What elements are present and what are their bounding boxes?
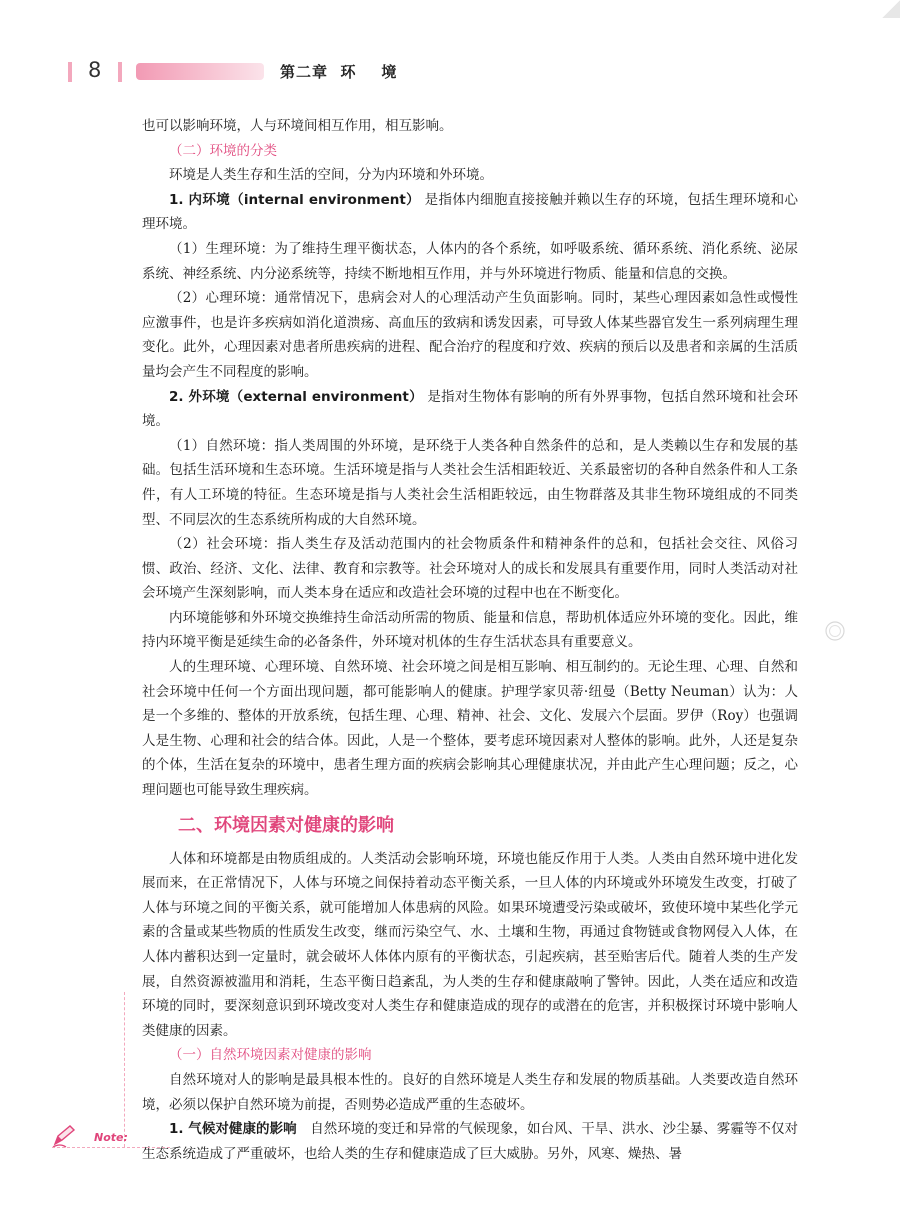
paragraph-text: 是指体内细胞直接接触并赖以生存的环境，包括生理环境和心理环境。: [142, 191, 798, 233]
page-number: 8: [88, 58, 102, 82]
paragraph-text: 自然环境的变迁和异常的气候现象，如台风、干旱、洪水、沙尘暴、雾霾等不仅对生态系统造成了严重破坏，也给人类的生存和健康造成了巨大威胁。另外，风寒、燥热、暑: [142, 1121, 798, 1162]
body-text: [142, 114, 798, 1166]
paragraph: （2）社会环境：指人类生存及活动范围内的社会物质条件和精神条件的总和，包括社会交往、风俗习惯、政治、经济、文化、法律、教育和宗教等。社会环境对人的成长和发展具有重要作用，同时人类活动对社会环境产生深刻影响，而人类本身在适应和改造社会环境的过程中也在不断变化。: [142, 536, 798, 602]
paragraph: 自然环境对人的影响是最具根本性的。良好的自然环境是人类生存和发展的物质基础。人类要改造自然环境，必须以保护自然环境为前提，否则势必造成严重的生态破坏。: [142, 1071, 798, 1113]
paragraph: （1）生理环境：为了维持生理平衡状态，人体内的各个系统，如呼吸系统、循环系统、消化系统、泌尿系统、神经系统、内分泌系统等，持续不断地相互作用，并与外环境进行物质、能量和信息的交换。: [142, 240, 798, 282]
section-heading: 二、环境因素对健康的影响: [178, 814, 394, 836]
pen-icon: [50, 1122, 78, 1150]
paragraph: [142, 1117, 798, 1166]
page-header: [68, 60, 848, 84]
paragraph: [142, 385, 798, 434]
paragraph: 人的生理环境、心理环境、自然环境、社会环境之间是相互影响、相互制约的。无论生理、心理、自然和社会环境中任何一个方面出现问题，都可能影响人的健康。护理学家贝蒂·纽曼（Betty Neuman）认为：人是一个多维的、整体的开放系统，包括生理、心理、精神、社会、文化、发展六个层面。罗伊（Roy）也强调人是生物、心理和社会的结合体。因此，人是一个整体，要考虑环境因素对人整体的影响。此外，人还是复杂的个体，生活在复杂的环境中，患者生理方面的疾病会影响其心理健康状况，并由此产生心理问题；反之，心理问题也可能导致生理疾病。: [142, 659, 798, 799]
header-pill-decoration: [136, 63, 264, 80]
paragraph: [142, 188, 798, 237]
paragraph: 环境是人类生存和生活的空间，分为内环境和外环境。: [169, 167, 493, 184]
paragraph: （1）自然环境：指人类周围的外环境，是环绕于人类各种自然条件的总和，是人类赖以生存和发展的基础。包括生活环境和生态环境。生活环境是指与人类社会生活相距较近、关系最密切的各种自然条件和人工条件，有人工环境的特征。生态环境是指与人类社会生活相距较远，由生物群落及其非生物环境组成的不同类型、不同层次的生态系统所构成的大自然环境。: [142, 437, 798, 528]
header-bar-mid: [118, 62, 122, 82]
subsection-heading: （二）环境的分类: [169, 142, 277, 159]
paragraph-lead: 1. 气候对健康的影响: [169, 1121, 297, 1138]
header-bar-left: [68, 62, 72, 82]
note-area: [50, 1122, 130, 1152]
page-corner-fold: [882, 0, 900, 18]
paragraph-text: 是指对生物体有影响的所有外界事物，包括自然环境和社会环境。: [142, 388, 798, 430]
paragraph-lead: 1. 内环境（internal environment）: [169, 191, 421, 208]
paragraph: 也可以影响环境，人与环境间相互作用，相互影响。: [142, 118, 453, 134]
subsection-heading: （一）自然环境因素对健康的影响: [169, 1047, 372, 1064]
chapter-title: 第二章 环 境: [280, 63, 398, 81]
note-underline: [52, 1147, 170, 1148]
page-tab-icon: [824, 620, 846, 642]
paragraph: 人体和环境都是由物质组成的。人类活动会影响环境，环境也能反作用于人类。人类由自然环境中进化发展而来，在正常情况下，人体与环境之间保持着动态平衡关系，一旦人体的内环境或外环境发生改变，打破了人体与环境之间的平衡关系，就可能增加人体患病的风险。如果环境遭受污染或破坏，致使环境中某些化学元素的含量或某些物质的性质发生改变，继而污染空气、水、土壤和生物，再通过食物链或食物网侵入人体，在人体内蓄积达到一定量时，就会破坏人体体内原有的平衡状态，引起疾病，甚至贻害后代。随着人类的生产发展，自然资源被滥用和消耗，生态平衡日趋紊乱，为人类的生存和健康敲响了警钟。因此，人类在适应和改造环境的同时，要深刻意识到环境改变对人类生存和健康造成的现存的或潜在的危害，并积极探讨环境中影响人类健康的因素。: [142, 850, 798, 1039]
paragraph: （2）心理环境：通常情况下，患病会对人的心理活动产生负面影响。同时，某些心理因素如急性或慢性应激事件，也是许多疾病如消化道溃疡、高血压的致病和诱发因素，可导致人体某些器官发生一系列病理生理变化。此外，心理因素对患者所患疾病的进程、配合治疗的程度和疗效、疾病的预后以及患者和亲属的生活质量均会产生不同程度的影响。: [142, 290, 798, 380]
note-label: Note:: [94, 1131, 128, 1144]
paragraph: 内环境能够和外环境交换维持生命活动所需的物质、能量和信息，帮助机体适应外环境的变化。因此，维持内环境平衡是延续生命的必备条件，外环境对机体的生存生活状态具有重要意义。: [142, 609, 798, 651]
paragraph-lead: 2. 外环境（external environment）: [169, 388, 423, 405]
